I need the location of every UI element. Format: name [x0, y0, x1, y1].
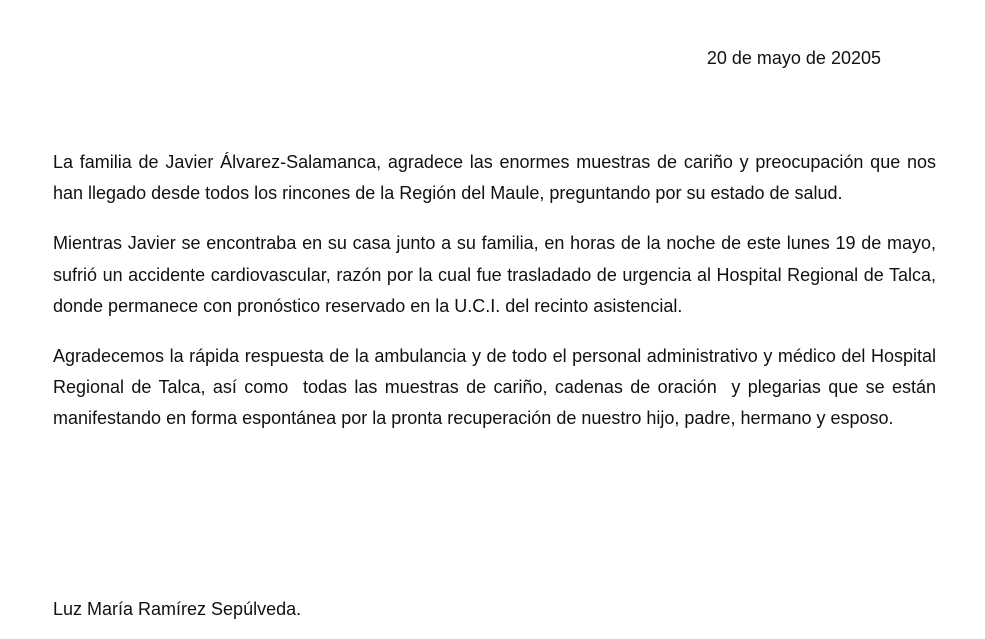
paragraph-thanks: Agradecemos la rápida respuesta de la ambulancia y de todo el personal administrativo y médico del Hospital Regional de Talca, así como todas las muestras de cariño, cadenas de oración y plegarias que se están manifestando en forma espontánea por la pronta recuperación de nuestro hijo, padre, hermano y esposo. — [53, 346, 942, 429]
letter-body — [53, 147, 942, 454]
paragraph-incident: Mientras Javier se encontraba en su casa junto a su familia, en horas de la noche de este lunes 19 de mayo, sufrió un accidente cardiovascular, razón por la cual fue trasladado de urgencia al Hospital Regional de Talca, donde permanece con pronóstico reservado en la U.C.I. del recinto asistencial. — [53, 233, 942, 316]
letter-signature: Luz María Ramírez Sepúlveda. — [53, 599, 302, 619]
letter-date: 20 de mayo de 20205 — [706, 48, 881, 68]
paragraph-gratitude: La familia de Javier Álvarez-Salamanca, agradece las enormes muestras de cariño y preocupación que nos han llegado desde todos los rincones de la Región del Maule, preguntando por su estado de salud. — [53, 152, 942, 204]
